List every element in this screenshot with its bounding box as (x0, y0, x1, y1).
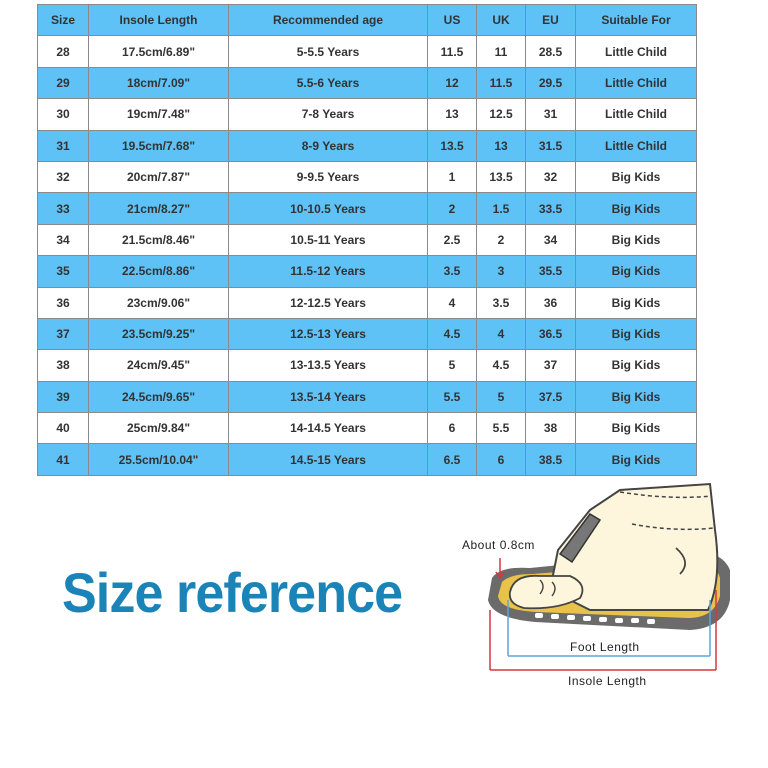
cell-insole-length: 19.5cm/7.68" (89, 130, 229, 161)
cell-suitable-for: Big Kids (576, 350, 697, 381)
cell-size: 35 (38, 256, 89, 287)
size-chart-table (37, 4, 697, 476)
cell-eu: 37.5 (526, 381, 576, 412)
cell-suitable-for: Big Kids (576, 224, 697, 255)
table-row (38, 256, 697, 287)
cell-recommended-age: 14-14.5 Years (229, 413, 428, 444)
cell-suitable-for: Big Kids (576, 381, 697, 412)
cell-uk: 12.5 (477, 99, 526, 130)
cell-uk: 5 (477, 381, 526, 412)
cell-eu: 34 (526, 224, 576, 255)
cell-insole-length: 18cm/7.09" (89, 67, 229, 98)
cell-insole-length: 17.5cm/6.89" (89, 36, 229, 67)
insole-length-label: Insole Length (568, 674, 647, 688)
cell-recommended-age: 13-13.5 Years (229, 350, 428, 381)
cell-suitable-for: Big Kids (576, 256, 697, 287)
cell-uk: 3 (477, 256, 526, 287)
cell-eu: 37 (526, 350, 576, 381)
table-row (38, 130, 697, 161)
cell-uk: 4.5 (477, 350, 526, 381)
cell-recommended-age: 7-8 Years (229, 99, 428, 130)
cell-uk: 4 (477, 318, 526, 349)
cell-us: 2.5 (428, 224, 477, 255)
cell-eu: 32 (526, 161, 576, 192)
cell-insole-length: 19cm/7.48" (89, 99, 229, 130)
cell-size: 34 (38, 224, 89, 255)
cell-uk: 1.5 (477, 193, 526, 224)
cell-us: 13.5 (428, 130, 477, 161)
cell-size: 29 (38, 67, 89, 98)
cell-recommended-age: 11.5-12 Years (229, 256, 428, 287)
cell-eu: 38.5 (526, 444, 576, 475)
cell-us: 1 (428, 161, 477, 192)
cell-size: 33 (38, 193, 89, 224)
cell-insole-length: 23cm/9.06" (89, 287, 229, 318)
cell-us: 4.5 (428, 318, 477, 349)
cell-size: 30 (38, 99, 89, 130)
cell-insole-length: 25.5cm/10.04" (89, 444, 229, 475)
cell-eu: 36 (526, 287, 576, 318)
cell-us: 3.5 (428, 256, 477, 287)
table-header-row (38, 5, 697, 36)
header-us: US (428, 5, 477, 36)
cell-eu: 29.5 (526, 67, 576, 98)
cell-recommended-age: 5-5.5 Years (229, 36, 428, 67)
cell-size: 37 (38, 318, 89, 349)
header-recommended-age: Recommended age (229, 5, 428, 36)
cell-suitable-for: Little Child (576, 67, 697, 98)
cell-size: 31 (38, 130, 89, 161)
cell-uk: 11.5 (477, 67, 526, 98)
table-row (38, 287, 697, 318)
cell-us: 13 (428, 99, 477, 130)
cell-eu: 31 (526, 99, 576, 130)
cell-recommended-age: 12-12.5 Years (229, 287, 428, 318)
cell-size: 39 (38, 381, 89, 412)
cell-insole-length: 20cm/7.87" (89, 161, 229, 192)
cell-insole-length: 24.5cm/9.65" (89, 381, 229, 412)
cell-us: 5 (428, 350, 477, 381)
cell-eu: 31.5 (526, 130, 576, 161)
shoe-diagram (440, 470, 760, 710)
header-size: Size (38, 5, 89, 36)
size-reference-title: Size reference (62, 561, 403, 624)
table-row (38, 161, 697, 192)
cell-insole-length: 21cm/8.27" (89, 193, 229, 224)
cell-us: 12 (428, 67, 477, 98)
table-row (38, 350, 697, 381)
cell-size: 36 (38, 287, 89, 318)
table-row (38, 413, 697, 444)
cell-uk: 13 (477, 130, 526, 161)
cell-recommended-age: 10.5-11 Years (229, 224, 428, 255)
cell-us: 11.5 (428, 36, 477, 67)
header-eu: EU (526, 5, 576, 36)
cell-suitable-for: Big Kids (576, 161, 697, 192)
header-insole-length: Insole Length (89, 5, 229, 36)
cell-size: 40 (38, 413, 89, 444)
table-row (38, 224, 697, 255)
cell-eu: 36.5 (526, 318, 576, 349)
cell-insole-length: 25cm/9.84" (89, 413, 229, 444)
cell-recommended-age: 13.5-14 Years (229, 381, 428, 412)
cell-insole-length: 22.5cm/8.86" (89, 256, 229, 287)
cell-us: 4 (428, 287, 477, 318)
cell-insole-length: 21.5cm/8.46" (89, 224, 229, 255)
table-row (38, 36, 697, 67)
cell-size: 41 (38, 444, 89, 475)
cell-recommended-age: 14.5-15 Years (229, 444, 428, 475)
cell-eu: 35.5 (526, 256, 576, 287)
cell-recommended-age: 12.5-13 Years (229, 318, 428, 349)
cell-eu: 38 (526, 413, 576, 444)
cell-us: 2 (428, 193, 477, 224)
cell-insole-length: 23.5cm/9.25" (89, 318, 229, 349)
cell-us: 5.5 (428, 381, 477, 412)
cell-uk: 5.5 (477, 413, 526, 444)
cell-us: 6.5 (428, 444, 477, 475)
cell-uk: 3.5 (477, 287, 526, 318)
cell-eu: 33.5 (526, 193, 576, 224)
cell-suitable-for: Little Child (576, 130, 697, 161)
about-thickness-label: About 0.8cm (462, 538, 535, 552)
header-suitable-for: Suitable For (576, 5, 697, 36)
cell-suitable-for: Big Kids (576, 287, 697, 318)
cell-suitable-for: Big Kids (576, 413, 697, 444)
cell-suitable-for: Big Kids (576, 444, 697, 475)
table-row (38, 381, 697, 412)
table-row (38, 99, 697, 130)
cell-recommended-age: 8-9 Years (229, 130, 428, 161)
cell-uk: 6 (477, 444, 526, 475)
cell-suitable-for: Big Kids (576, 318, 697, 349)
cell-insole-length: 24cm/9.45" (89, 350, 229, 381)
cell-us: 6 (428, 413, 477, 444)
cell-size: 38 (38, 350, 89, 381)
cell-recommended-age: 10-10.5 Years (229, 193, 428, 224)
cell-recommended-age: 5.5-6 Years (229, 67, 428, 98)
cell-suitable-for: Little Child (576, 36, 697, 67)
cell-uk: 13.5 (477, 161, 526, 192)
table-row (38, 193, 697, 224)
table-row (38, 67, 697, 98)
cell-suitable-for: Big Kids (576, 193, 697, 224)
cell-size: 28 (38, 36, 89, 67)
cell-size: 32 (38, 161, 89, 192)
foot-length-label: Foot Length (570, 640, 640, 654)
cell-eu: 28.5 (526, 36, 576, 67)
table-row (38, 318, 697, 349)
cell-uk: 11 (477, 36, 526, 67)
cell-recommended-age: 9-9.5 Years (229, 161, 428, 192)
cell-uk: 2 (477, 224, 526, 255)
cell-suitable-for: Little Child (576, 99, 697, 130)
header-uk: UK (477, 5, 526, 36)
